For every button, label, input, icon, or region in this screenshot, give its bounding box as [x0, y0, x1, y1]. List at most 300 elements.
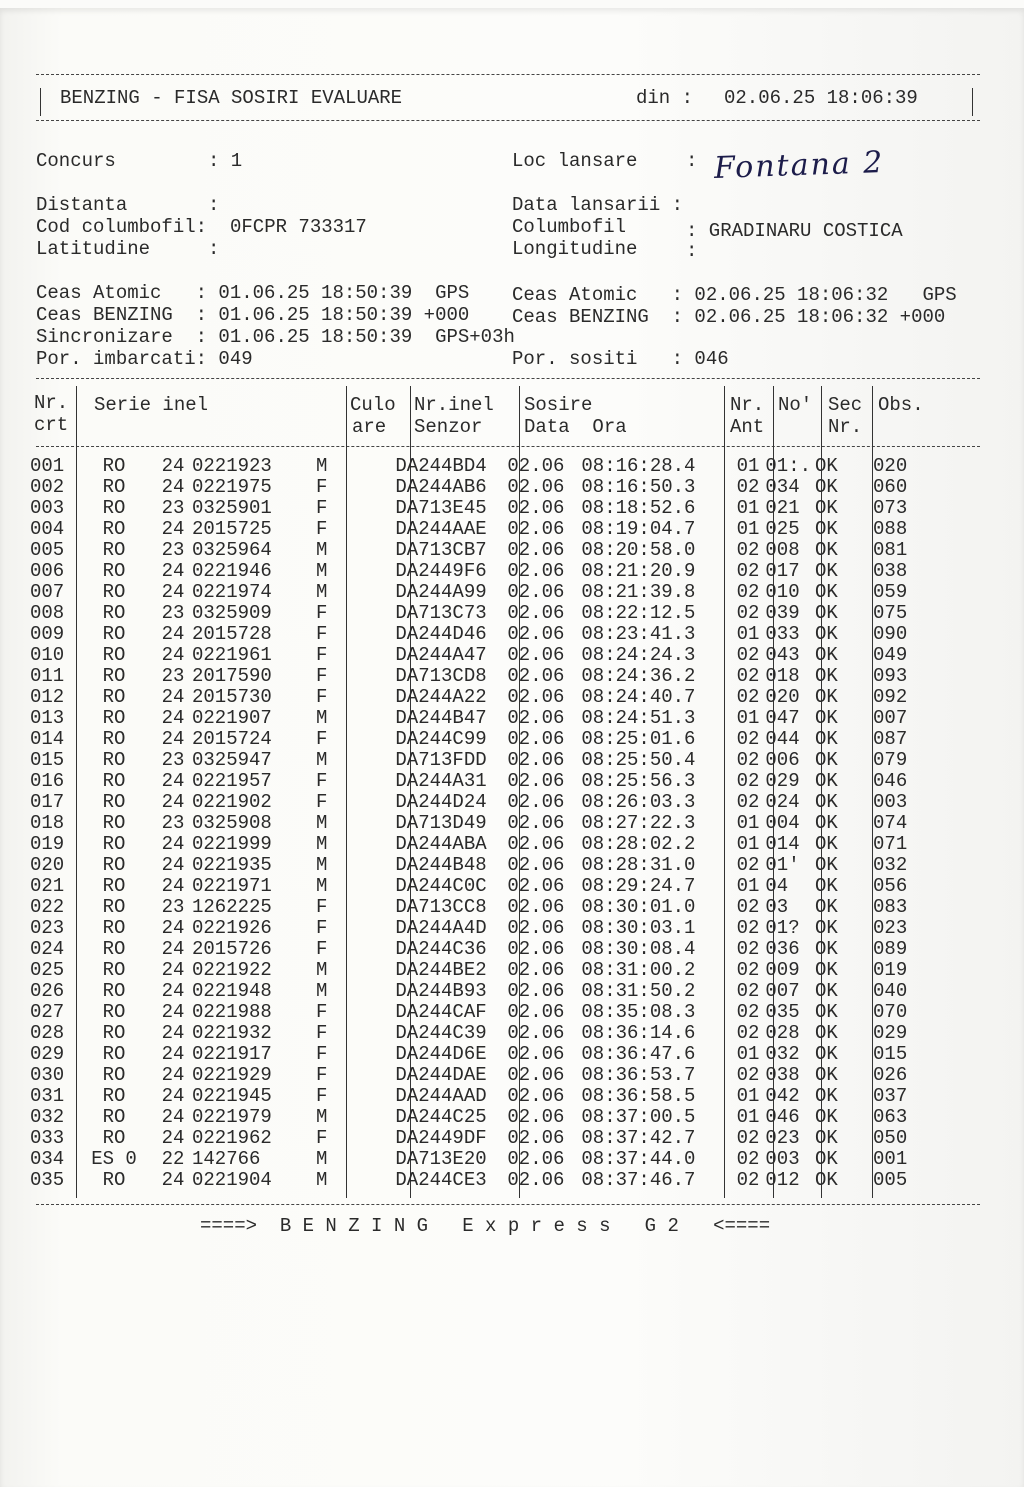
- cell-nr: 001: [30, 455, 65, 477]
- cell-ant: 02: [736, 1127, 760, 1149]
- cell-sec: OK: [815, 1127, 838, 1149]
- cell-sex: F: [316, 497, 328, 519]
- cell-sec: OK: [815, 1043, 838, 1065]
- table-row: [30, 708, 933, 729]
- cell-cc: RO: [102, 875, 126, 897]
- cell-sensor: DA244A99: [395, 581, 487, 603]
- por-sositi: Por. sositi : 046: [512, 348, 729, 370]
- header-left-bar: [40, 88, 41, 116]
- cell-sex: F: [316, 476, 328, 498]
- cell-yr: 24: [161, 833, 185, 855]
- columbofil-value: : GRADINARU COSTICA: [686, 220, 903, 242]
- cell-num: 0221922: [192, 959, 272, 981]
- cell-num: 2015728: [192, 623, 272, 645]
- cell-nr: 009: [30, 623, 65, 645]
- table-row: [30, 1002, 933, 1023]
- cell-obs: 046: [873, 770, 908, 792]
- cell-cc: RO: [102, 812, 126, 834]
- cell-culoare: [327, 708, 391, 729]
- footer-brand: ====> B E N Z I N G E x p r e s s G 2 <====: [200, 1215, 771, 1237]
- cell-obs: 007: [873, 707, 908, 729]
- cell-time: 08:29:24.7: [581, 875, 696, 897]
- cell-yr: 23: [161, 497, 185, 519]
- cell-cc: RO: [102, 917, 126, 939]
- cell-sex: F: [316, 1043, 328, 1065]
- cell-culoare: [327, 1086, 391, 1107]
- cell-cc: RO: [102, 833, 126, 855]
- cell-num: 0325964: [192, 539, 272, 561]
- col-serie-inel: Serie inel: [94, 394, 209, 416]
- cell-cc: RO: [102, 581, 126, 603]
- cell-obs: 050: [873, 1127, 908, 1149]
- cell-sec: OK: [815, 1148, 838, 1170]
- cell-sensor: DA713CC8: [395, 896, 487, 918]
- cell-sec: OK: [815, 518, 838, 540]
- cell-yr: 23: [161, 665, 185, 687]
- cell-num: 0221926: [192, 917, 272, 939]
- cell-sex: F: [316, 728, 328, 750]
- cell-sec: OK: [815, 623, 838, 645]
- cell-ant: 01: [736, 833, 760, 855]
- header-bottom-rule: [36, 120, 980, 121]
- col-no: No': [778, 394, 813, 416]
- cell-ant: 02: [736, 1148, 760, 1170]
- cell-date: 02.06: [507, 686, 565, 708]
- table-row: [30, 981, 933, 1002]
- cell-time: 08:20:58.0: [581, 539, 696, 561]
- cell-sec: OK: [815, 497, 838, 519]
- latitudine-value: :: [208, 238, 220, 260]
- cell-yr: 22: [161, 1148, 185, 1170]
- cell-cc: RO: [102, 749, 126, 771]
- cell-nr: 012: [30, 686, 65, 708]
- din-value: 02.06.25 18:06:39: [724, 87, 918, 109]
- cell-num: 142766: [192, 1148, 261, 1170]
- cell-yr: 24: [161, 1085, 185, 1107]
- cell-nr: 026: [30, 980, 65, 1002]
- cell-sensor: DA2449DF: [395, 1127, 487, 1149]
- cell-time: 08:19:04.7: [581, 518, 696, 540]
- cell-nr: 032: [30, 1106, 65, 1128]
- cell-time: 08:22:12.5: [581, 602, 696, 624]
- arrivals-table: [30, 456, 933, 1191]
- cell-obs: 060: [873, 476, 908, 498]
- col-crt: crt: [34, 414, 69, 436]
- concurs-value: : 1: [208, 150, 243, 172]
- table-row: [30, 1170, 933, 1191]
- cell-sec: OK: [815, 1022, 838, 1044]
- table-row: [30, 1107, 933, 1128]
- cell-time: 08:28:02.2: [581, 833, 696, 855]
- cell-sensor: DA244C36: [395, 938, 487, 960]
- cell-sex: F: [316, 518, 328, 540]
- table-row: [30, 792, 933, 813]
- cell-culoare: [327, 729, 391, 750]
- cell-date: 02.06: [507, 518, 565, 540]
- cell-sensor: DA2449F6: [395, 560, 487, 582]
- cell-culoare: [327, 960, 391, 981]
- table-row: [30, 918, 933, 939]
- cell-no: 036: [765, 938, 800, 960]
- table-row: [30, 687, 933, 708]
- cell-sex: M: [316, 1148, 328, 1170]
- cell-sensor: DA244AB6: [395, 476, 487, 498]
- cell-no: 021: [765, 497, 800, 519]
- table-row: [30, 750, 933, 771]
- loc-label: Loc lansare: [512, 150, 638, 172]
- cell-sex: F: [316, 896, 328, 918]
- cell-cc: RO: [102, 1127, 126, 1149]
- cell-sec: OK: [815, 665, 838, 687]
- cell-sensor: DA244ABA: [395, 833, 487, 855]
- table-row: [30, 1149, 933, 1170]
- cell-date: 02.06: [507, 1106, 565, 1128]
- data-lansarii-label: Data lansarii :: [512, 194, 684, 216]
- cell-num: 0221999: [192, 833, 272, 855]
- cell-sensor: DA713CB7: [395, 539, 487, 561]
- cell-obs: 083: [873, 896, 908, 918]
- cell-culoare: [327, 498, 391, 519]
- cell-no: 04: [765, 875, 789, 897]
- cell-time: 08:36:58.5: [581, 1085, 696, 1107]
- cell-no: 004: [765, 812, 800, 834]
- cell-obs: 003: [873, 791, 908, 813]
- cell-date: 02.06: [507, 791, 565, 813]
- cell-ant: 02: [736, 665, 760, 687]
- cell-sex: F: [316, 1127, 328, 1149]
- cell-time: 08:30:01.0: [581, 896, 696, 918]
- cell-no: 039: [765, 602, 800, 624]
- cell-num: 0325908: [192, 812, 272, 834]
- concurs-label: Concurs: [36, 150, 116, 172]
- cell-time: 08:25:01.6: [581, 728, 696, 750]
- col-nr: Nr.: [34, 392, 69, 414]
- cell-sensor: DA244A31: [395, 770, 487, 792]
- cell-yr: 24: [161, 560, 185, 582]
- cell-yr: 24: [161, 1106, 185, 1128]
- cell-date: 02.06: [507, 707, 565, 729]
- cell-date: 02.06: [507, 770, 565, 792]
- table-row: [30, 897, 933, 918]
- cell-ant: 02: [736, 938, 760, 960]
- cell-date: 02.06: [507, 665, 565, 687]
- cell-no: 009: [765, 959, 800, 981]
- cell-obs: 087: [873, 728, 908, 750]
- cell-obs: 088: [873, 518, 908, 540]
- table-row: [30, 645, 933, 666]
- cell-ant: 02: [736, 644, 760, 666]
- cell-nr: 028: [30, 1022, 65, 1044]
- cell-nr: 005: [30, 539, 65, 561]
- cell-time: 08:37:46.7: [581, 1169, 696, 1191]
- cell-obs: 038: [873, 560, 908, 582]
- cell-ant: 02: [736, 602, 760, 624]
- cell-sensor: DA244CE3: [395, 1169, 487, 1191]
- cell-num: 0325947: [192, 749, 272, 771]
- cell-culoare: [327, 456, 391, 477]
- cell-num: 0325901: [192, 497, 272, 519]
- cell-num: 0221946: [192, 560, 272, 582]
- cell-obs: 005: [873, 1169, 908, 1191]
- cell-sec: OK: [815, 749, 838, 771]
- table-row: [30, 477, 933, 498]
- cell-date: 02.06: [507, 980, 565, 1002]
- cell-time: 08:25:50.4: [581, 749, 696, 771]
- cell-ant: 01: [736, 812, 760, 834]
- cell-time: 08:30:03.1: [581, 917, 696, 939]
- cell-num: 0221917: [192, 1043, 272, 1065]
- cell-sex: F: [316, 770, 328, 792]
- cell-nr: 017: [30, 791, 65, 813]
- cell-obs: 040: [873, 980, 908, 1002]
- cell-culoare: [327, 582, 391, 603]
- cell-cc: RO: [102, 1001, 126, 1023]
- cell-date: 02.06: [507, 1148, 565, 1170]
- cell-obs: 074: [873, 812, 908, 834]
- cell-nr: 007: [30, 581, 65, 603]
- cell-culoare: [327, 1065, 391, 1086]
- cell-no: 028: [765, 1022, 800, 1044]
- cell-date: 02.06: [507, 833, 565, 855]
- cell-date: 02.06: [507, 1043, 565, 1065]
- cell-ant: 02: [736, 686, 760, 708]
- table-row: [30, 960, 933, 981]
- cell-sec: OK: [815, 770, 838, 792]
- cell-culoare: [327, 939, 391, 960]
- cell-sensor: DA244B47: [395, 707, 487, 729]
- cell-sensor: DA244D6E: [395, 1043, 487, 1065]
- cell-sec: OK: [815, 959, 838, 981]
- cell-sensor: DA244DAE: [395, 1064, 487, 1086]
- cell-date: 02.06: [507, 917, 565, 939]
- cell-sec: OK: [815, 581, 838, 603]
- cell-no: 01:.: [765, 455, 812, 477]
- cell-ant: 02: [736, 980, 760, 1002]
- cell-sensor: DA713CD8: [395, 665, 487, 687]
- cell-sec: OK: [815, 833, 838, 855]
- cell-time: 08:21:39.8: [581, 581, 696, 603]
- cell-culoare: [327, 855, 391, 876]
- cell-yr: 24: [161, 1043, 185, 1065]
- cell-obs: 026: [873, 1064, 908, 1086]
- ceas-atomic-start: Ceas Atomic : 01.06.25 18:50:39 GPS: [36, 282, 470, 304]
- cell-obs: 073: [873, 497, 908, 519]
- cell-obs: 075: [873, 602, 908, 624]
- cell-ant: 01: [736, 1106, 760, 1128]
- cell-nr: 025: [30, 959, 65, 981]
- cell-sec: OK: [815, 875, 838, 897]
- cell-no: 01?: [765, 917, 800, 939]
- cell-yr: 24: [161, 791, 185, 813]
- cell-time: 08:16:50.3: [581, 476, 696, 498]
- cell-yr: 24: [161, 938, 185, 960]
- cell-no: 003: [765, 1148, 800, 1170]
- cell-ant: 01: [736, 1043, 760, 1065]
- cell-time: 08:37:44.0: [581, 1148, 696, 1170]
- cell-ant: 02: [736, 1001, 760, 1023]
- cell-cc: RO: [102, 560, 126, 582]
- cell-nr: 031: [30, 1085, 65, 1107]
- cell-time: 08:37:42.7: [581, 1127, 696, 1149]
- cell-yr: 24: [161, 476, 185, 498]
- cell-num: 0221923: [192, 455, 272, 477]
- cell-cc: ES 0: [91, 1148, 137, 1170]
- cell-no: 017: [765, 560, 800, 582]
- cell-ant: 02: [736, 476, 760, 498]
- cell-culoare: [327, 603, 391, 624]
- cell-sec: OK: [815, 1001, 838, 1023]
- cell-no: 023: [765, 1127, 800, 1149]
- table-row: [30, 561, 933, 582]
- cell-sex: F: [316, 686, 328, 708]
- cell-num: 0221962: [192, 1127, 272, 1149]
- cell-cc: RO: [102, 518, 126, 540]
- loc-value: :: [686, 150, 698, 172]
- cell-yr: 24: [161, 455, 185, 477]
- cell-cc: RO: [102, 1085, 126, 1107]
- cell-num: 2015725: [192, 518, 272, 540]
- cell-sensor: DA713D49: [395, 812, 487, 834]
- cell-no: 007: [765, 980, 800, 1002]
- cell-time: 08:24:36.2: [581, 665, 696, 687]
- cell-obs: 029: [873, 1022, 908, 1044]
- cell-date: 02.06: [507, 938, 565, 960]
- cell-time: 08:28:31.0: [581, 854, 696, 876]
- cell-yr: 23: [161, 896, 185, 918]
- cell-num: 0221961: [192, 644, 272, 666]
- col-ant: Ant: [730, 416, 765, 438]
- cell-time: 08:27:22.3: [581, 812, 696, 834]
- cell-sex: F: [316, 791, 328, 813]
- cell-culoare: [327, 519, 391, 540]
- cell-date: 02.06: [507, 581, 565, 603]
- table-row: [30, 1065, 933, 1086]
- table-row: [30, 1086, 933, 1107]
- cell-sensor: DA244CAF: [395, 1001, 487, 1023]
- cell-no: 012: [765, 1169, 800, 1191]
- cell-cc: RO: [102, 707, 126, 729]
- distanta-value: :: [208, 194, 220, 216]
- cell-time: 08:25:56.3: [581, 770, 696, 792]
- cell-nr: 006: [30, 560, 65, 582]
- cell-sensor: DA244C99: [395, 728, 487, 750]
- cell-no: 006: [765, 749, 800, 771]
- longitudine-value: :: [686, 240, 698, 262]
- cell-sec: OK: [815, 602, 838, 624]
- cell-no: 034: [765, 476, 800, 498]
- cell-sex: M: [316, 1106, 328, 1128]
- cell-nr: 016: [30, 770, 65, 792]
- cell-sex: F: [316, 938, 328, 960]
- cell-no: 025: [765, 518, 800, 540]
- cell-cc: RO: [102, 665, 126, 687]
- col-sosire: Sosire: [524, 394, 593, 416]
- cell-num: 2017590: [192, 665, 272, 687]
- cell-num: 0221988: [192, 1001, 272, 1023]
- cell-date: 02.06: [507, 749, 565, 771]
- cell-sex: M: [316, 749, 328, 771]
- cell-date: 02.06: [507, 728, 565, 750]
- cell-sex: M: [316, 1169, 328, 1191]
- cell-date: 02.06: [507, 644, 565, 666]
- cell-sensor: DA244A47: [395, 644, 487, 666]
- cell-sex: F: [316, 665, 328, 687]
- cell-cc: RO: [102, 1169, 126, 1191]
- cell-sex: M: [316, 812, 328, 834]
- report-title: BENZING - FISA SOSIRI EVALUARE: [60, 87, 403, 109]
- cell-nr: 004: [30, 518, 65, 540]
- cell-nr: 023: [30, 917, 65, 939]
- cell-obs: 015: [873, 1043, 908, 1065]
- cell-nr: 034: [30, 1148, 65, 1170]
- cell-no: 043: [765, 644, 800, 666]
- table-row: [30, 771, 933, 792]
- cell-time: 08:36:53.7: [581, 1064, 696, 1086]
- col-culo: Culo: [350, 394, 396, 416]
- loc-handwritten: Fontana 2: [713, 145, 885, 186]
- cell-obs: 001: [873, 1148, 908, 1170]
- cell-obs: 056: [873, 875, 908, 897]
- col-obs: Obs.: [878, 394, 924, 416]
- cell-ant: 02: [736, 728, 760, 750]
- cell-sex: F: [316, 1022, 328, 1044]
- cell-ant: 02: [736, 770, 760, 792]
- cell-sensor: DA713C73: [395, 602, 487, 624]
- cell-sec: OK: [815, 707, 838, 729]
- table-row: [30, 1044, 933, 1065]
- cell-nr: 019: [30, 833, 65, 855]
- cell-time: 08:24:40.7: [581, 686, 696, 708]
- cell-ant: 01: [736, 875, 760, 897]
- cell-date: 02.06: [507, 476, 565, 498]
- cell-yr: 23: [161, 812, 185, 834]
- col-nr-ant: Nr.: [730, 394, 765, 416]
- cell-nr: 008: [30, 602, 65, 624]
- cell-sensor: DA244AAD: [395, 1085, 487, 1107]
- cell-date: 02.06: [507, 812, 565, 834]
- cell-num: 0221979: [192, 1106, 272, 1128]
- cell-sec: OK: [815, 476, 838, 498]
- table-row: [30, 813, 933, 834]
- cell-date: 02.06: [507, 602, 565, 624]
- cell-num: 0325909: [192, 602, 272, 624]
- cell-sex: M: [316, 455, 328, 477]
- cell-obs: 059: [873, 581, 908, 603]
- cell-culoare: [327, 1023, 391, 1044]
- table-row: [30, 729, 933, 750]
- cell-num: 0221975: [192, 476, 272, 498]
- cell-date: 02.06: [507, 959, 565, 981]
- printout-sheet: [0, 8, 1024, 1487]
- cell-nr: 030: [30, 1064, 65, 1086]
- cell-culoare: [327, 876, 391, 897]
- cell-culoare: [327, 477, 391, 498]
- cell-nr: 022: [30, 896, 65, 918]
- cell-cc: RO: [102, 1022, 126, 1044]
- cell-sec: OK: [815, 1169, 838, 1191]
- cell-nr: 014: [30, 728, 65, 750]
- cod-value: 0FCPR 733317: [230, 216, 367, 238]
- cell-yr: 24: [161, 686, 185, 708]
- cell-nr: 003: [30, 497, 65, 519]
- cell-date: 02.06: [507, 1085, 565, 1107]
- cell-time: 08:21:20.9: [581, 560, 696, 582]
- cell-time: 08:31:00.2: [581, 959, 696, 981]
- table-row: [30, 582, 933, 603]
- col-senzor: Senzor: [414, 416, 483, 438]
- cell-sex: F: [316, 623, 328, 645]
- cell-sensor: DA244C0C: [395, 875, 487, 897]
